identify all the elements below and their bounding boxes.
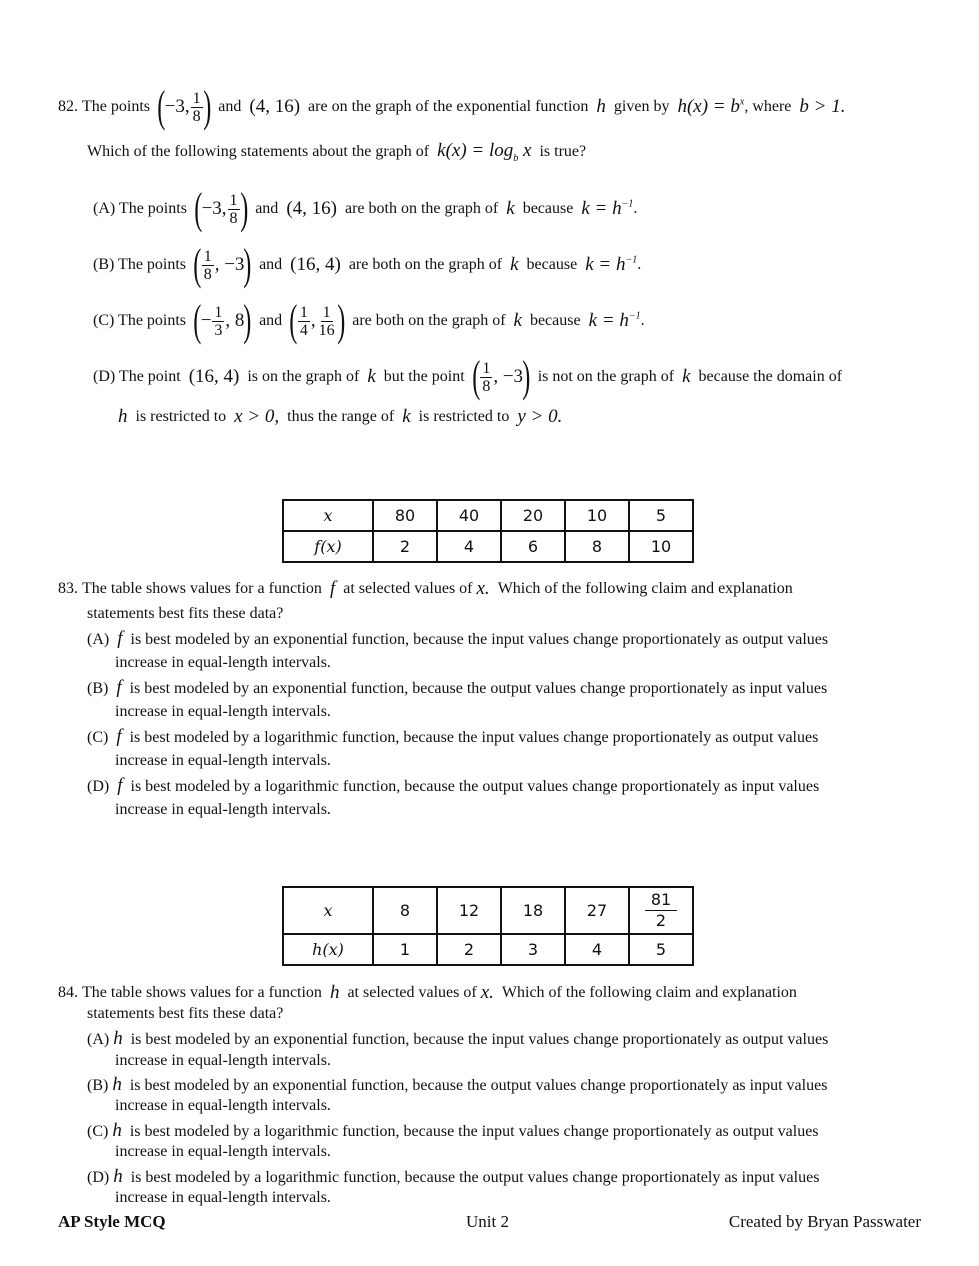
option-d-point1: (16, 4) xyxy=(188,366,240,387)
q82-number: 82. xyxy=(58,98,78,115)
q84-table xyxy=(282,886,694,966)
table-cell: 80 xyxy=(373,500,437,531)
left-paren-icon: ( xyxy=(194,184,203,233)
option-a-text: are both on the graph of xyxy=(344,200,499,217)
q82-point1-fraction: $\frac{1}{8}$ xyxy=(192,89,201,125)
q83-option-b-line2: increase in equal-length intervals. xyxy=(115,703,331,720)
table-cell: 40 xyxy=(437,500,501,531)
option-c-label: (C) The points xyxy=(93,312,187,329)
q83-stem1c: Which of the following claim and explanation xyxy=(497,580,793,597)
option-b-text: are both on the graph of xyxy=(348,256,503,273)
q84-stem1a: The table shows values for a function xyxy=(82,984,322,1001)
q83-option-d[interactable]: (D) f is best modeled by a logarithmic function, because the output values change proportionately as input values xyxy=(87,775,820,796)
table-cell: 3 xyxy=(501,934,565,965)
table-cell: 8 xyxy=(565,531,629,562)
table-cell: 4 xyxy=(437,531,501,562)
option-c-because: because xyxy=(529,312,581,329)
footer-center: Unit 2 xyxy=(466,1212,509,1231)
table-cell: 12 xyxy=(437,887,501,934)
option-d-fraction: $\frac{1}{8}$ xyxy=(482,359,491,395)
option-d-k: k xyxy=(367,366,376,387)
q82-option-c[interactable]: (C) The points ( − $\frac{1}{3}$ , 8 ) and ( $\frac{1}{4}$ , $\frac{1}{16}$ ) are both on the graph of k because $k = h^{-1}$ . xyxy=(93,296,645,345)
q84-option-c-line2: increase in equal-length intervals. xyxy=(115,1143,331,1160)
table-cell: 6 xyxy=(501,531,565,562)
q83-function-name: f xyxy=(329,578,336,599)
q83-number: 83. xyxy=(58,580,78,597)
q82-option-a[interactable]: (A) The points ( −3, $\frac{1}{8}$ ) and (4, 16) are both on the graph of k because $k = h^{-1}$ . xyxy=(93,184,638,233)
option-a-point1: −3, xyxy=(201,198,227,219)
q84-stem1b: at selected values of xyxy=(347,984,477,1001)
table-row xyxy=(283,934,693,965)
option-d-point2: , −3 xyxy=(493,366,524,387)
option-b-because: because xyxy=(526,256,578,273)
option-d-text5: is restricted to xyxy=(135,408,227,425)
q82-function-name: h xyxy=(596,96,606,117)
q84-option-b-line2: increase in equal-length intervals. xyxy=(115,1097,331,1114)
table-cell: 1 xyxy=(373,934,437,965)
table-cell: 2 xyxy=(373,531,437,562)
table-cell: 2 xyxy=(437,934,501,965)
option-c-fraction2: $\frac{1}{4}$ xyxy=(299,303,308,339)
q83-stem-line2: statements best fits these data? xyxy=(87,605,284,622)
table-cell: h(x) xyxy=(283,934,373,965)
q84-option-c[interactable]: (C) h is best modeled by a logarithmic function, because the input values change proportionately as output values xyxy=(87,1120,819,1141)
right-paren-icon: ) xyxy=(243,296,252,345)
option-d-h: h xyxy=(118,406,128,427)
option-a-point2: (4, 16) xyxy=(286,198,337,219)
q82-option-d[interactable] xyxy=(93,354,842,400)
left-paren-icon: ( xyxy=(471,352,481,401)
option-c-point1: , 8 xyxy=(225,310,245,331)
option-d-k3: k xyxy=(402,406,411,427)
q82-option-d-line2 xyxy=(118,406,562,428)
q84-variable: x. xyxy=(480,982,494,1003)
table-row xyxy=(283,531,693,562)
option-d-text6: thus the range of xyxy=(287,408,395,425)
q82-intro1: The points xyxy=(82,98,150,115)
right-paren-icon: ) xyxy=(239,184,248,233)
option-c-fraction3: $\frac{1}{16}$ xyxy=(318,303,335,339)
table-cell: 18 xyxy=(501,887,565,934)
left-paren-icon: ( xyxy=(289,296,298,345)
table-cell: 8 xyxy=(373,887,437,934)
option-d-text3: is not on the graph of xyxy=(537,368,675,385)
right-paren-icon: ) xyxy=(243,240,252,289)
option-a-k: k xyxy=(506,198,515,219)
q83-stem-line1 xyxy=(58,578,793,600)
q82-and: and xyxy=(218,98,242,115)
table-cell: x xyxy=(283,500,373,531)
table-cell: 5 xyxy=(629,934,693,965)
q82-intro2: are on the graph of the exponential function xyxy=(308,98,589,115)
q83-option-a-line2: increase in equal-length intervals. xyxy=(115,654,331,671)
table-cell: 20 xyxy=(501,500,565,531)
option-a-relation: $k = h^{-1}$ xyxy=(581,198,634,219)
q84-number: 84. xyxy=(58,984,78,1001)
option-d-condition2: y > 0. xyxy=(517,406,563,427)
q84-option-b[interactable]: (B) h is best modeled by an exponential function, because the output values change proportionately as input values xyxy=(87,1074,828,1095)
table-cell: 5 xyxy=(629,500,693,531)
right-paren-icon: ) xyxy=(522,352,531,401)
footer-left: AP Style MCQ xyxy=(58,1212,166,1231)
option-d-text2: but the point xyxy=(383,368,465,385)
option-d-k2: k xyxy=(682,366,691,387)
q82-option-b[interactable]: (B) The points ( $\frac{1}{8}$ , −3 ) and (16, 4) are both on the graph of k because $k = h^{-1}$ . xyxy=(93,240,642,289)
q83-stem1b: at selected values of xyxy=(343,580,473,597)
table-cell: 27 xyxy=(565,887,629,934)
q82-where: , where xyxy=(744,98,792,115)
option-c-text: are both on the graph of xyxy=(352,312,506,329)
option-c-minus: − xyxy=(200,310,212,331)
q83-option-d-line2: increase in equal-length intervals. xyxy=(115,801,331,818)
footer-right: Created by Bryan Passwater xyxy=(728,1212,921,1231)
q84-option-d[interactable]: (D) h is best modeled by a logarithmic function, because the output values change proportionately as input values xyxy=(87,1166,820,1187)
left-paren-icon: ( xyxy=(193,296,202,345)
table-row xyxy=(283,500,693,531)
q82-question1: Which of the following statements about the graph of xyxy=(87,142,430,160)
q83-option-c[interactable]: (C) f is best modeled by a logarithmic function, because the input values change proportionately as output values xyxy=(87,726,819,747)
right-paren-icon: ) xyxy=(202,82,211,131)
option-b-point2: (16, 4) xyxy=(290,254,341,275)
q82-k-definition: $k(x) = \log_b x$ xyxy=(437,140,532,164)
option-b-and: and xyxy=(259,256,283,273)
q82-point2: (4, 16) xyxy=(249,96,301,117)
q82-line1 xyxy=(58,84,845,130)
q83-option-a[interactable]: (A) f is best modeled by an exponential function, because the input values change proportionately as output values xyxy=(87,628,829,649)
right-paren-icon: ) xyxy=(336,296,345,345)
option-b-k: k xyxy=(510,254,519,275)
option-b-label: (B) The points xyxy=(93,256,187,273)
q83-table xyxy=(282,499,694,563)
option-c-relation: $k = h^{-1}$ xyxy=(588,310,641,331)
table-row xyxy=(283,887,693,934)
q84-option-a-line2: increase in equal-length intervals. xyxy=(115,1052,331,1069)
option-a-label: (A) The points xyxy=(93,200,187,217)
q82-question2: is true? xyxy=(539,142,587,160)
q84-option-d-line2: increase in equal-length intervals. xyxy=(115,1189,331,1206)
q83-option-b[interactable]: (B) f is best modeled by an exponential function, because the output values change proportionately as input values xyxy=(87,677,828,698)
option-d-text1: is on the graph of xyxy=(247,368,360,385)
q83-variable: x. xyxy=(476,578,490,599)
q83-stem1a: The table shows values for a function xyxy=(82,580,322,597)
table-cell: 4 xyxy=(565,934,629,965)
q84-stem-line2: statements best fits these data? xyxy=(87,1005,284,1022)
option-d-label: (D) The point xyxy=(93,368,181,385)
q83-option-c-line2: increase in equal-length intervals. xyxy=(115,752,331,769)
option-c-and: and xyxy=(259,312,283,329)
option-a-because: because xyxy=(522,200,574,217)
q82-given-by: given by xyxy=(613,98,670,115)
option-b-fraction: $\frac{1}{8}$ xyxy=(203,247,212,283)
q84-stem-line1 xyxy=(58,982,797,1004)
q84-function-name: h xyxy=(329,982,340,1003)
table-cell: 10 xyxy=(565,500,629,531)
q82-point1: −3, xyxy=(164,96,190,117)
option-d-text4: because the domain of xyxy=(698,368,843,385)
option-c-fraction1: $\frac{1}{3}$ xyxy=(214,303,223,339)
q82-condition: b > 1. xyxy=(799,96,846,117)
option-c-k: k xyxy=(513,310,522,331)
table-cell: f(x) xyxy=(283,531,373,562)
table-cell: x xyxy=(283,887,373,934)
option-d-condition1: x > 0, xyxy=(234,406,280,427)
option-b-point1: , −3 xyxy=(214,254,245,275)
table-cell: 10 xyxy=(629,531,693,562)
left-paren-icon: ( xyxy=(157,82,166,131)
option-b-relation: $k = h^{-1}$ xyxy=(585,254,638,275)
option-a-fraction: $\frac{1}{8}$ xyxy=(229,191,238,227)
fraction: $\frac{81}{2}$ xyxy=(645,890,677,931)
q82-definition: $h(x) = b^x$ xyxy=(677,96,745,117)
option-a-and: and xyxy=(255,200,279,217)
table-cell xyxy=(629,887,693,934)
q82-line2 xyxy=(87,140,586,164)
q84-stem1c: Which of the following claim and explanation xyxy=(501,984,797,1001)
left-paren-icon: ( xyxy=(193,240,202,289)
option-d-text7: is restricted to xyxy=(418,408,510,425)
q84-option-a[interactable]: (A) h is best modeled by an exponential function, because the input values change proportionately as output values xyxy=(87,1028,829,1049)
